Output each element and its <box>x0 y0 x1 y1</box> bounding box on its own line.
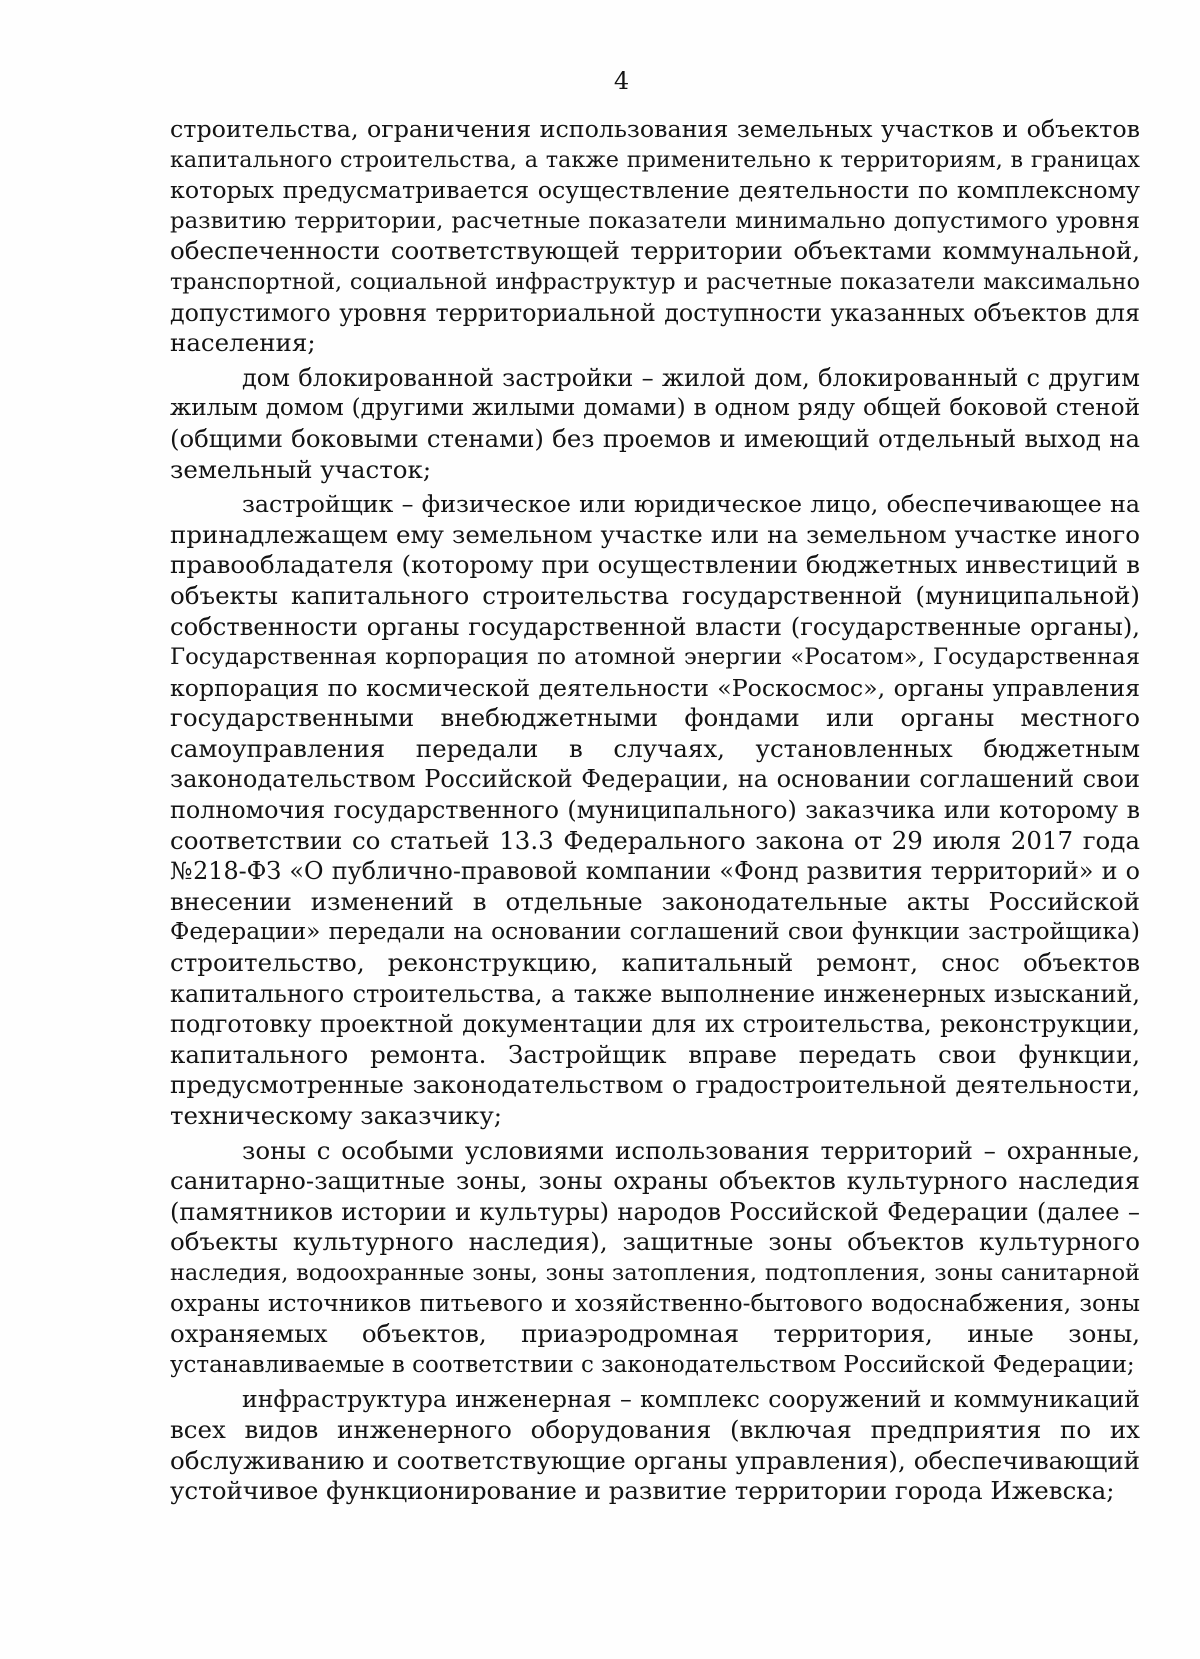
page-number: 4 <box>613 67 630 95</box>
text-line: обслуживанию и соответствующие органы управления), обеспечивающий <box>170 1445 1140 1475</box>
paragraph <box>170 1384 1140 1506</box>
text-line: государственными внебюджетными фондами или органы местного <box>170 703 1140 733</box>
text-line: самоуправления передали в случаях, установленных бюджетным <box>170 733 1140 763</box>
text-line: капитального ремонта. Застройщик вправе передать свои функции, <box>170 1039 1140 1069</box>
document-body <box>170 114 1140 1507</box>
paragraph <box>170 489 1140 1131</box>
text-line: соответствии со статьей 13.3 Федерального закона от 29 июля 2017 года <box>170 825 1140 855</box>
text-line: законодательством Российской Федерации, на основании соглашений свои <box>170 765 1140 794</box>
text-line: которых предусматривается осуществление деятельности по комплексному <box>170 176 1140 205</box>
text-line: принадлежащем ему земельном участке или на земельном участке иного <box>170 519 1140 549</box>
text-line: охраняемых объектов, приаэродромная территория, иные зоны, <box>170 1319 1140 1349</box>
text-line: (памятников истории и культуры) народов Российской Федерации (далее – <box>170 1197 1140 1226</box>
text-line: строительства, ограничения использования земельных участков и объектов <box>170 115 1140 143</box>
text-line: всех видов инженерного оборудования (включая предприятия по их <box>170 1414 1140 1444</box>
text-line: собственности органы государственной власти (государственные органы), <box>170 611 1140 641</box>
text-line: предусмотренные законодательством о градостроительной деятельности, <box>170 1070 1140 1100</box>
text-line: обеспеченности соответствующей территории объектами коммунальной, <box>170 236 1140 266</box>
text-line: наследия, водоохранные зоны, зоны затопления, подтопления, зоны санитарной <box>170 1259 1140 1286</box>
text-line: Государственная корпорация по атомной энергии «Росатом», Государственная <box>170 644 1140 671</box>
text-line: техническому заказчику; <box>170 1101 503 1130</box>
paragraph <box>170 114 1140 359</box>
text-line: объекты капитального строительства государственной (муниципальной) <box>170 580 1140 610</box>
text-line: земельный участок; <box>170 454 432 484</box>
text-line: устанавливаемые в соответствии с законодательством Российской Федерации; <box>170 1351 1135 1378</box>
text-line: подготовку проектной документации для их строительства, реконструкции, <box>170 1010 1140 1039</box>
text-line: полномочия государственного (муниципального) заказчика или которому в <box>170 796 1140 825</box>
text-line: населения; <box>170 328 316 358</box>
text-line: правообладателя (которому при осуществлении бюджетных инвестиций в <box>170 550 1140 580</box>
text-line: зоны с особыми условиями использования территорий – охранные, <box>242 1135 1140 1165</box>
text-line: застройщик – физическое или юридическое лицо, обеспечивающее на <box>242 490 1140 519</box>
text-line: капитального строительства, а также применительно к территориям, в границах <box>170 146 1140 173</box>
text-line: Федерации» передали на основании соглашений свои функции застройщика) <box>170 918 1140 946</box>
text-line: №218-ФЗ «О публично-правовой компании «Фонд развития территорий» и о <box>170 857 1140 886</box>
text-line: допустимого уровня территориальной доступности указанных объектов для <box>170 298 1140 327</box>
text-line: корпорация по космической деятельности «Роскосмос», органы управления <box>170 673 1140 702</box>
text-line: капитального строительства, а также выполнение инженерных изысканий, <box>170 979 1140 1008</box>
text-line: санитарно-защитные зоны, зоны охраны объектов культурного наследия <box>170 1166 1140 1196</box>
text-line: транспортной, социальной инфраструктур и расчетные показатели максимально <box>170 268 1140 295</box>
text-line: объекты культурного наследия), защитные зоны объектов культурного <box>170 1227 1140 1257</box>
text-line: инфраструктура инженерная – комплекс сооружений и коммуникаций <box>242 1385 1140 1414</box>
text-line: жилым домом (другими жилыми домами) в одном ряду общей боковой стеной <box>170 395 1140 422</box>
text-line: дом блокированной застройки – жилой дом, блокированный с другим <box>242 363 1140 392</box>
text-line: развитию территории, расчетные показатели минимально допустимого уровня <box>170 207 1140 234</box>
text-line: внесении изменений в отдельные законодательные акты Российской <box>170 886 1140 916</box>
text-line: (общими боковыми стенами) без проемов и имеющий отдельный выход на <box>170 423 1140 453</box>
text-line: устойчивое функционирование и развитие территории города Ижевска; <box>170 1476 1115 1506</box>
paragraph <box>170 363 1140 485</box>
text-line: охраны источников питьевого и хозяйственно-бытового водоснабжения, зоны <box>170 1289 1140 1317</box>
text-line: строительство, реконструкцию, капитальный ремонт, снос объектов <box>170 948 1140 978</box>
paragraph <box>170 1136 1140 1381</box>
